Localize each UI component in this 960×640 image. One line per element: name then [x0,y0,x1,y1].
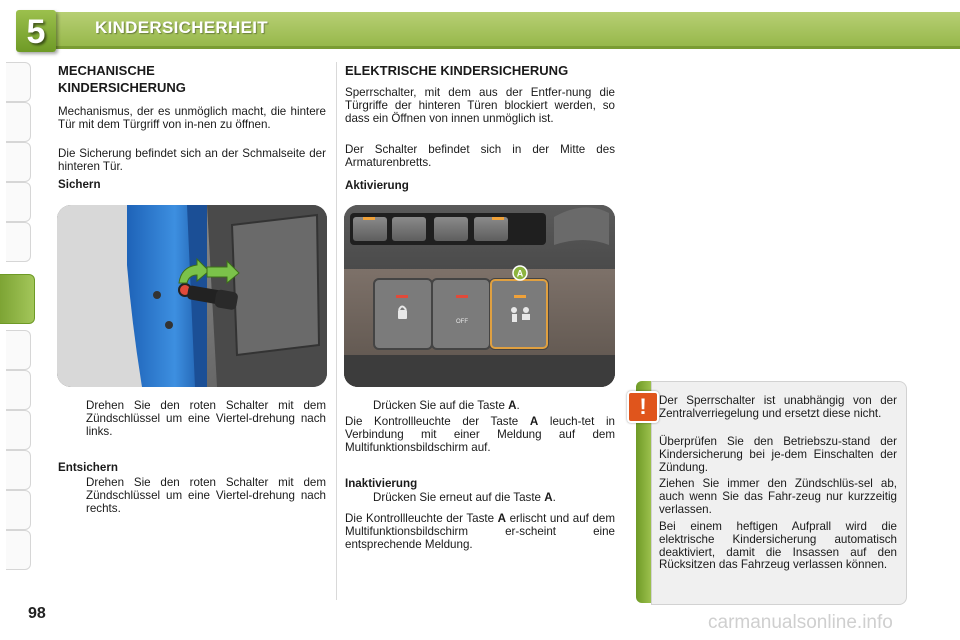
chapter-tab[interactable] [6,450,31,490]
bullet-text: Drücken Sie erneut auf die Taste A. [373,491,556,504]
subheading-unlock: Entsichern [58,461,118,474]
chapter-tab[interactable] [6,330,31,370]
section-heading-mechanical [58,62,186,96]
subheading-activate: Aktivierung [345,179,409,192]
instruction-bullet-unlock [62,477,326,515]
chapter-number: 5 [26,13,46,51]
column-divider [336,62,337,600]
door-lock-drawing [57,205,327,387]
instruction-bullet-lock [62,400,326,438]
warning-paragraph: Bei einem heftigen Aufprall wird die elektrische Kindersicherung automatisch deaktiviert, damit die Insassen auf den Rücksitzen das Fahrzeug verlassen können. [659,520,897,572]
page-number: 98 [28,605,46,622]
paragraph: Die Sicherung befindet sich an der Schmalseite der hinteren Tür. [58,147,326,173]
paragraph: Der Schalter befindet sich in der Mitte des Armaturenbretts. [345,143,615,169]
paragraph: Die Kontrollleuchte der Taste A erlischt und auf dem Multifunktionsbildschirm er-scheint eine entsprechende Meldung. [345,512,616,551]
section-heading-electric: ELEKTRISCHE KINDERSICHERUNG [345,63,569,78]
paragraph: Sperrschalter, mit dem aus der Entfer-nung die Türgriffe der hinteren Türen blockiert werden, so dass ein Öffnen von innen unmöglich ist. [345,86,615,125]
dashboard-drawing [344,205,615,387]
chapter-tab[interactable] [6,410,31,450]
instruction-bullet-deactivate [349,492,615,505]
heading-line: KINDERSICHERUNG [58,80,186,95]
chapter-tab[interactable] [6,102,31,142]
chapter-tab[interactable] [6,530,31,570]
button-off-label: OFF [456,319,468,325]
door-lock-illustration [57,205,327,387]
paragraph: Die Kontrollleuchte der Taste A leuch-tet in Verbindung mit einer Meldung auf dem Multifunktionsbildschirm auf. [345,415,616,454]
chapter-tab[interactable] [6,490,31,530]
chapter-tabs [0,62,32,582]
callout-a: A [516,268,524,279]
warning-paragraph: Der Sperrschalter ist unabhängig von der Zentralverriegelung und ersetzt diese nicht. [659,394,897,420]
heading-line: MECHANISCHE [58,63,155,78]
key-a: A [508,399,517,412]
subheading-deactivate: Inaktivierung [345,477,418,490]
key-a: A [544,491,553,504]
bullet-text: Drehen Sie den roten Schalter mit dem Zündschlüssel um eine Viertel-drehung nach links. [86,399,326,438]
warning-icon: ! [627,391,659,423]
chapter-tab[interactable] [6,370,31,410]
warning-paragraph: Ziehen Sie immer den Zündschlüs-sel ab, auch wenn Sie das Fahr-zeug nur kurzzeitig verlassen. [659,477,897,516]
chapter-tab[interactable] [6,182,31,222]
key-a: A [529,415,539,428]
chapter-tab-active[interactable] [0,274,35,324]
instruction-bullet-activate [349,400,615,413]
key-a: A [497,512,506,525]
paragraph: Mechanismus, der es unmöglich macht, die hintere Tür mit dem Türgriff von in-nen zu öffnen. [58,105,326,131]
page-title: KINDERSICHERHEIT [95,18,268,37]
dashboard-switch-illustration [344,205,615,387]
warning-paragraph: Überprüfen Sie den Betriebszu-stand der Kindersicherung bei je-dem Einschalten der Zündung. [659,435,897,474]
chapter-tab[interactable] [6,222,31,262]
chapter-tab[interactable] [6,142,31,182]
bullet-text: Drücken Sie auf die Taste A. [373,399,520,412]
watermark: carmanualsonline.info [708,612,893,633]
chapter-tab[interactable] [6,62,31,102]
subheading-lock: Sichern [58,178,101,191]
bullet-text: Drehen Sie den roten Schalter mit dem Zündschlüssel um eine Viertel-drehung nach rechts. [86,476,326,515]
